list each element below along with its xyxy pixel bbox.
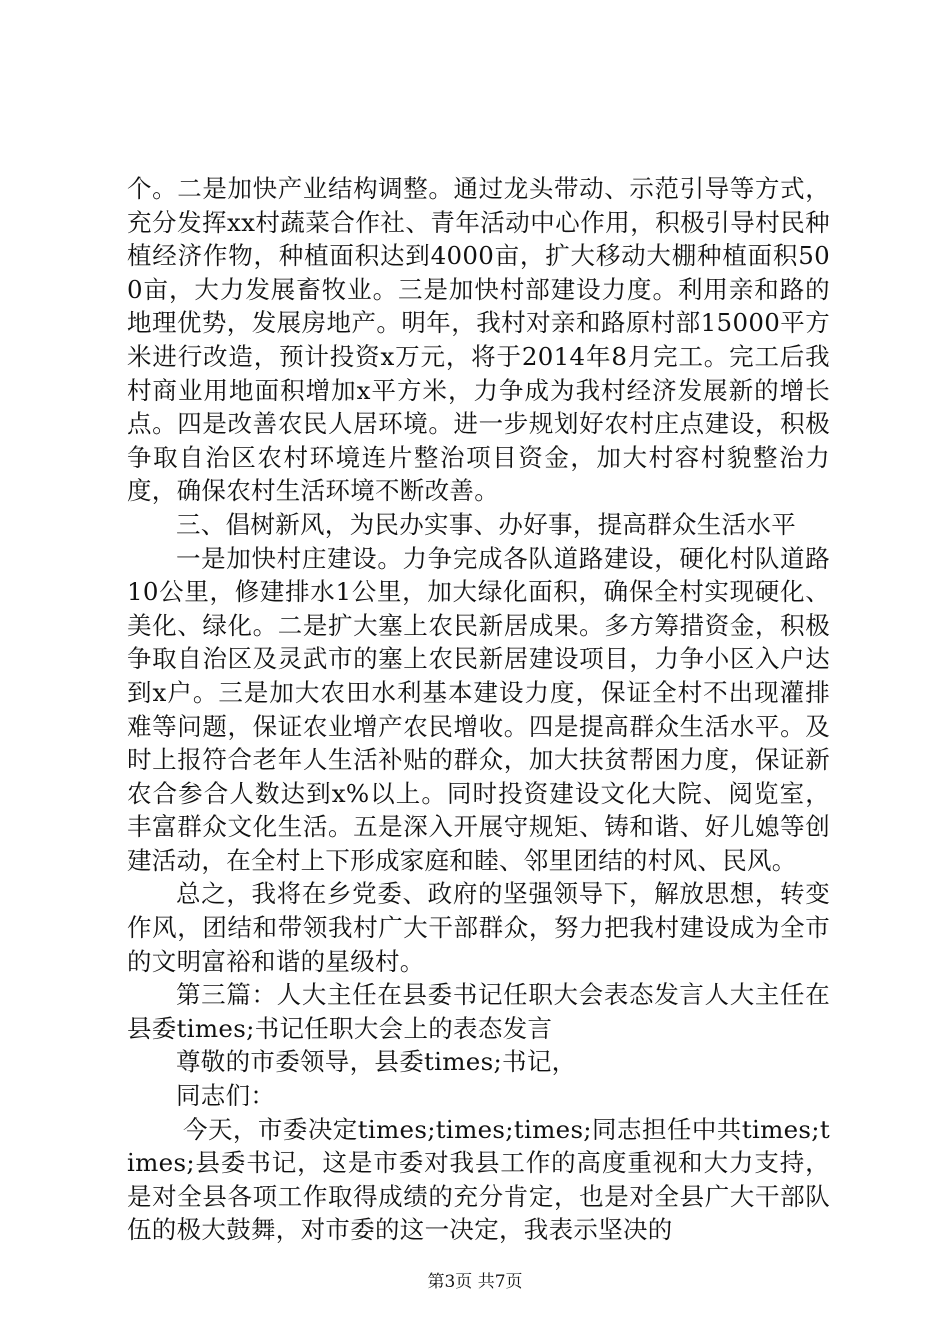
- document-body: [127, 172, 830, 1247]
- paragraph-village-construction: 一是加快村庄建设。力争完成各队道路建设，硬化村队道路10公里，修建排水1公里，加大绿化面积，确保全村实现硬化、美化、绿化。二是扩大塞上农民新居成果。多方筹措资金，积极争取自治区及灵武市的塞上农民新居建设项目，力争小区入户达到x户。三是加大农田水利基本建设力度，保证全村不出现灌排难等问题，保证农业增产农民增收。四是提高群众生活水平。及时上报符合老年人生活补贴的群众，加大扶贫帮困力度，保证新农合参合人数达到x%以上。同时投资建设文化大院、阅览室，丰富群众文化生活。五是深入开展守规矩、铸和谐、好儿媳等创建活动，在全村上下形成家庭和睦、邻里团结的村风、民风。: [127, 543, 830, 875]
- chapter-title-three: 第三篇：人大主任在县委书记任职大会表态发言人大主任在县委times;书记任职大会上的表态发言: [127, 980, 830, 1043]
- salutation-leaders: 尊敬的市委领导，县委times;书记，: [176, 1047, 577, 1077]
- section-heading-three: 三、倡树新风，为民办实事、办好事，提高群众生活水平: [176, 509, 796, 539]
- paragraph-conclusion: 总之，我将在乡党委、政府的坚强领导下，解放思想，转变作风，团结和带领我村广大干部群众，努力把我村建设成为全市的文明富裕和谐的星级村。: [127, 879, 830, 976]
- salutation-comrades: 同志们：: [176, 1081, 276, 1111]
- paragraph-continuation: 个。二是加快产业结构调整。通过龙头带动、示范引导等方式，充分发挥xx村蔬菜合作社、青年活动中心作用，积极引导村民种植经济作物，种植面积达到4000亩，扩大移动大棚种植面积500亩，大力发展畜牧业。三是加快村部建设力度。利用亲和路的地理优势，发展房地产。明年，我村对亲和路原村部15000平方米进行改造，预计投资x万元，将于2014年8月完工。完工后我村商业用地面积增加x平方米，力争成为我村经济发展新的增长点。四是改善农民人居环境。进一步规划好农村庄点建设，积极争取自治区农村环境连片整治项目资金，加大村容村貌整治力度，确保农村生活环境不断改善。: [127, 174, 830, 506]
- page-number-footer: 第3页 共7页: [427, 1272, 523, 1292]
- paragraph-speech-opening: 今天，市委决定times;times;times;同志担任中共times;times;县委书记，这是市委对我县工作的高度重视和大力支持，是对全县各项工作取得成绩的充分肯定，也是对全县广大干部队伍的极大鼓舞，对市委的这一决定，我表示坚决的: [127, 1114, 830, 1245]
